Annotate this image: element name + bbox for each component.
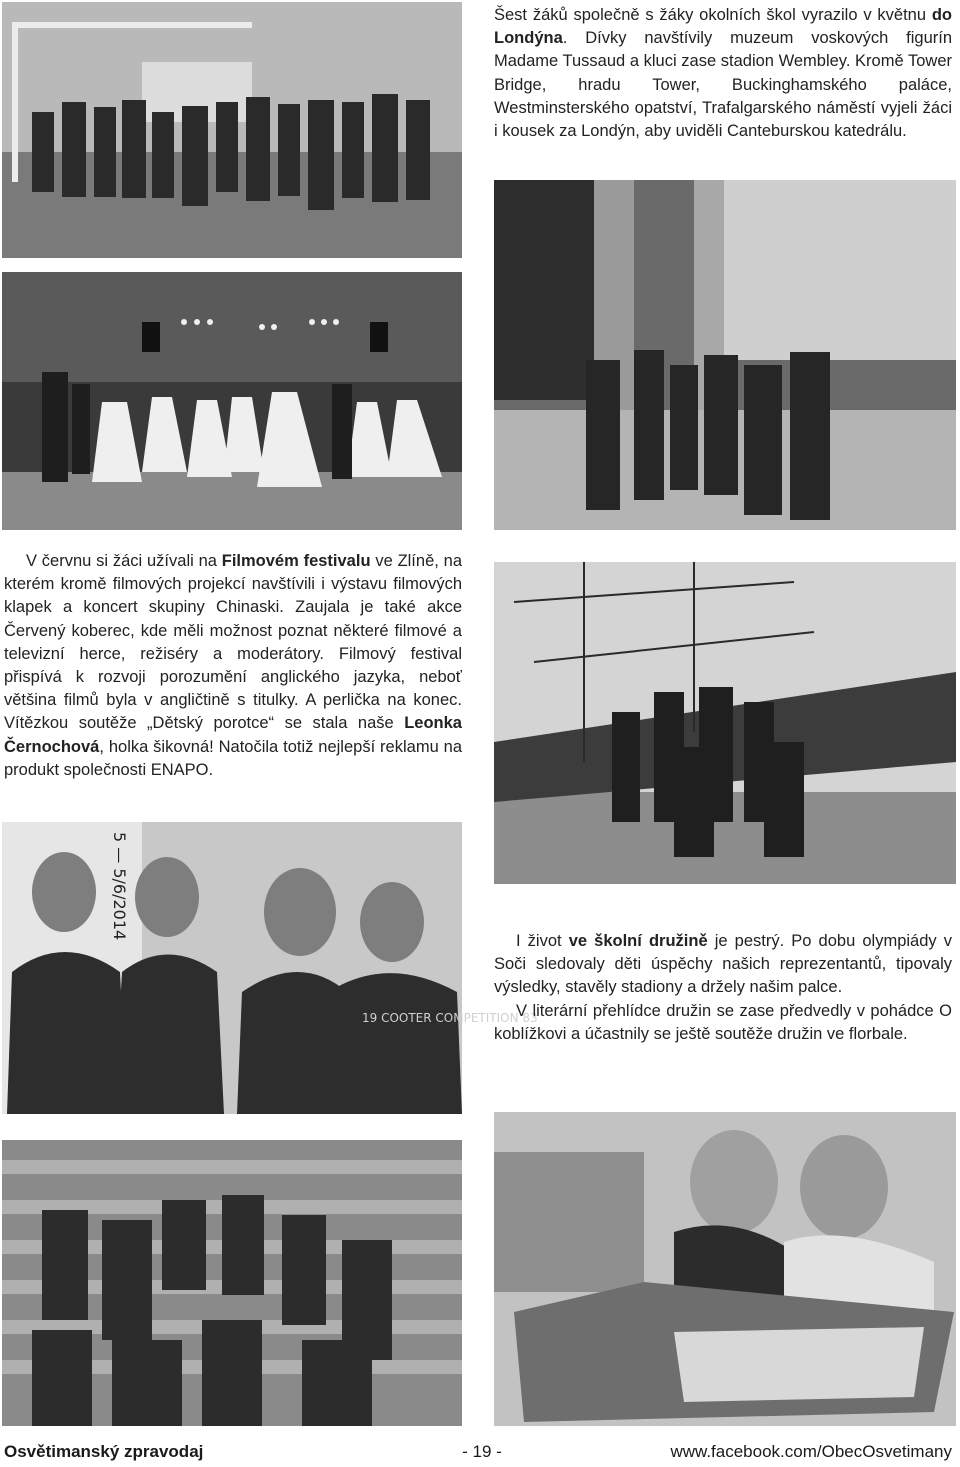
photo-children-stairs	[2, 1140, 462, 1426]
photo-students-festival	[2, 822, 538, 1114]
footer-page-number: - 19 -	[462, 1442, 502, 1461]
article-london: Šest žáků společně s žáky okolních škol vyrazilo v květnu do Londýna. Dívky navštívily muzeum voskových figurín Madame Tussaud a kluci zase stadion Wembley. Kromě Tower Bridge, hradu Tower, Buckinghamského paláce, Westminsterského opatství, Trafalgarského náměstí vyjeli žáci i kousek za Londýn, aby uviděli Canteburskou katedrálu.	[494, 6, 952, 141]
photo-ship-group	[494, 562, 956, 884]
shirt-text: 19 COOTER COMPETITION 83	[362, 1011, 538, 1025]
page-footer	[0, 1436, 960, 1466]
article-film-festival: V červnu si žáci užívali na Filmovém festivalu ve Zlíně, na kterém kromě filmových projekcí navštívili i výstavu filmových klapek a koncert skupiny Chinaski. Zaujala je také akce Červený koberec, kde měli možnost poznat některé filmové a televizní herce, režiséry a moderátory. Filmový festival přispívá k rozvoji porozumění anglického jazyka, neboť většina filmů byla v angličtině s titulky. A perlička na konec. Vítězkou soutěže „Dětský porotce“ se stala naše Leonka Černochová, holka šikovná! Natočila totiž nejlepší reklamu na produkt společnosti ENAPO.	[4, 552, 462, 779]
photo-cathedral	[494, 180, 956, 530]
footer-publication-name: Osvětimanský zpravodaj	[4, 1442, 204, 1461]
photo-boys-lego-stadium	[494, 1112, 956, 1426]
article-druzina: I život ve školní družině je pestrý. Po dobu olympiády v Soči sledovaly děti úspěchy našich reprezentantů, tipovaly výsledky, stavěly stadiony a držely našim palce. V literární přehlídce družin se zase předvedly v pohádce O koblížkovi a účastnily se ještě soutěže družin ve florbale.	[494, 932, 952, 1043]
footer-facebook-link[interactable]: www.facebook.com/ObecOsvetimany	[670, 1442, 952, 1461]
photo-witches-group	[2, 2, 462, 258]
poster-date-text: 5 — 5/6/2014	[110, 832, 129, 941]
photo-dance-ceremony	[2, 272, 462, 530]
